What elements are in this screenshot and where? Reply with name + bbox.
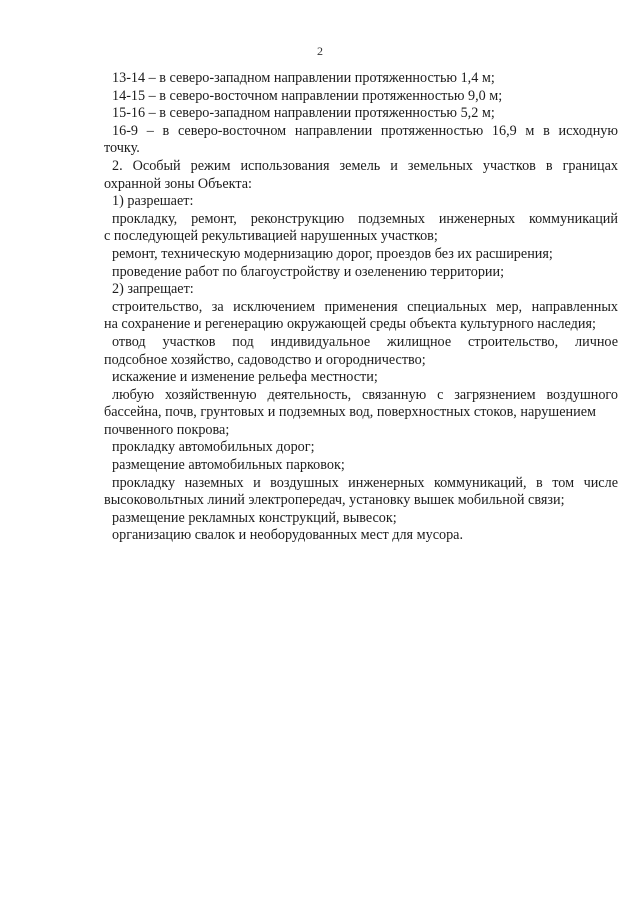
prohibit-item-cont: бассейна, почв, грунтовых и подземных вод, поверхностных стоков, нарушением	[104, 404, 596, 421]
prohibit-item: организацию свалок и необорудованных мест для мусора.	[112, 527, 464, 544]
prohibit-item-cont: почвенного покрова;	[104, 421, 230, 438]
segment-line: 14-15 – в северо-восточном направлении протяженностью 9,0 м;	[112, 87, 503, 104]
prohibit-item: отвод участков под индивидуальное жилищное строительство, личное	[112, 333, 618, 350]
permit-item-cont: с последующей рекультивацией нарушенных участков;	[104, 228, 438, 245]
segment-line: 13-14 – в северо-западном направлении протяженностью 1,4 м;	[112, 70, 495, 86]
segment-line: 16-9 – в северо-восточном направлении протяженностью 16,9 м в исходную	[112, 122, 618, 139]
segment-line: 15-16 – в северо-западном направлении протяженностью 5,2 м;	[112, 105, 495, 122]
prohibit-item: прокладку наземных и воздушных инженерных коммуникаций, в том числе	[112, 474, 618, 491]
permit-item: ремонт, техническую модернизацию дорог, проездов без их расширения;	[112, 245, 553, 262]
prohibit-item: любую хозяйственную деятельность, связанную с загрязнением воздушного	[112, 386, 618, 403]
prohibit-item: строительство, за исключением применения специальных мер, направленных	[112, 298, 618, 315]
prohibit-item: искажение и изменение рельефа местности;	[112, 369, 378, 386]
section-heading: 2. Особый режим использования земель и земельных участков в границах	[112, 157, 618, 174]
document-body	[104, 70, 618, 545]
prohibit-item-cont: подсобное хозяйство, садоводство и огородничество;	[104, 351, 426, 368]
prohibit-item: размещение автомобильных парковок;	[112, 457, 345, 474]
permits-label: 1) разрешает:	[112, 193, 194, 210]
segment-line: точку.	[104, 140, 140, 157]
prohibit-item-cont: на сохранение и регенерацию окружающей среды объекта культурного наследия;	[104, 316, 596, 333]
prohibit-item: размещение рекламных конструкций, вывесок;	[112, 509, 397, 526]
permit-item: проведение работ по благоустройству и озеленению территории;	[112, 263, 505, 280]
prohibit-item: прокладку автомобильных дорог;	[112, 439, 315, 456]
section-heading-cont: охранной зоны Объекта:	[104, 175, 252, 192]
page-number: 2	[317, 44, 323, 58]
prohibits-label: 2) запрещает:	[112, 281, 194, 298]
prohibit-item-cont: высоковольтных линий электропередач, установку вышек мобильной связи;	[104, 492, 565, 509]
permit-item: прокладку, ремонт, реконструкцию подземных инженерных коммуникаций	[112, 210, 618, 227]
